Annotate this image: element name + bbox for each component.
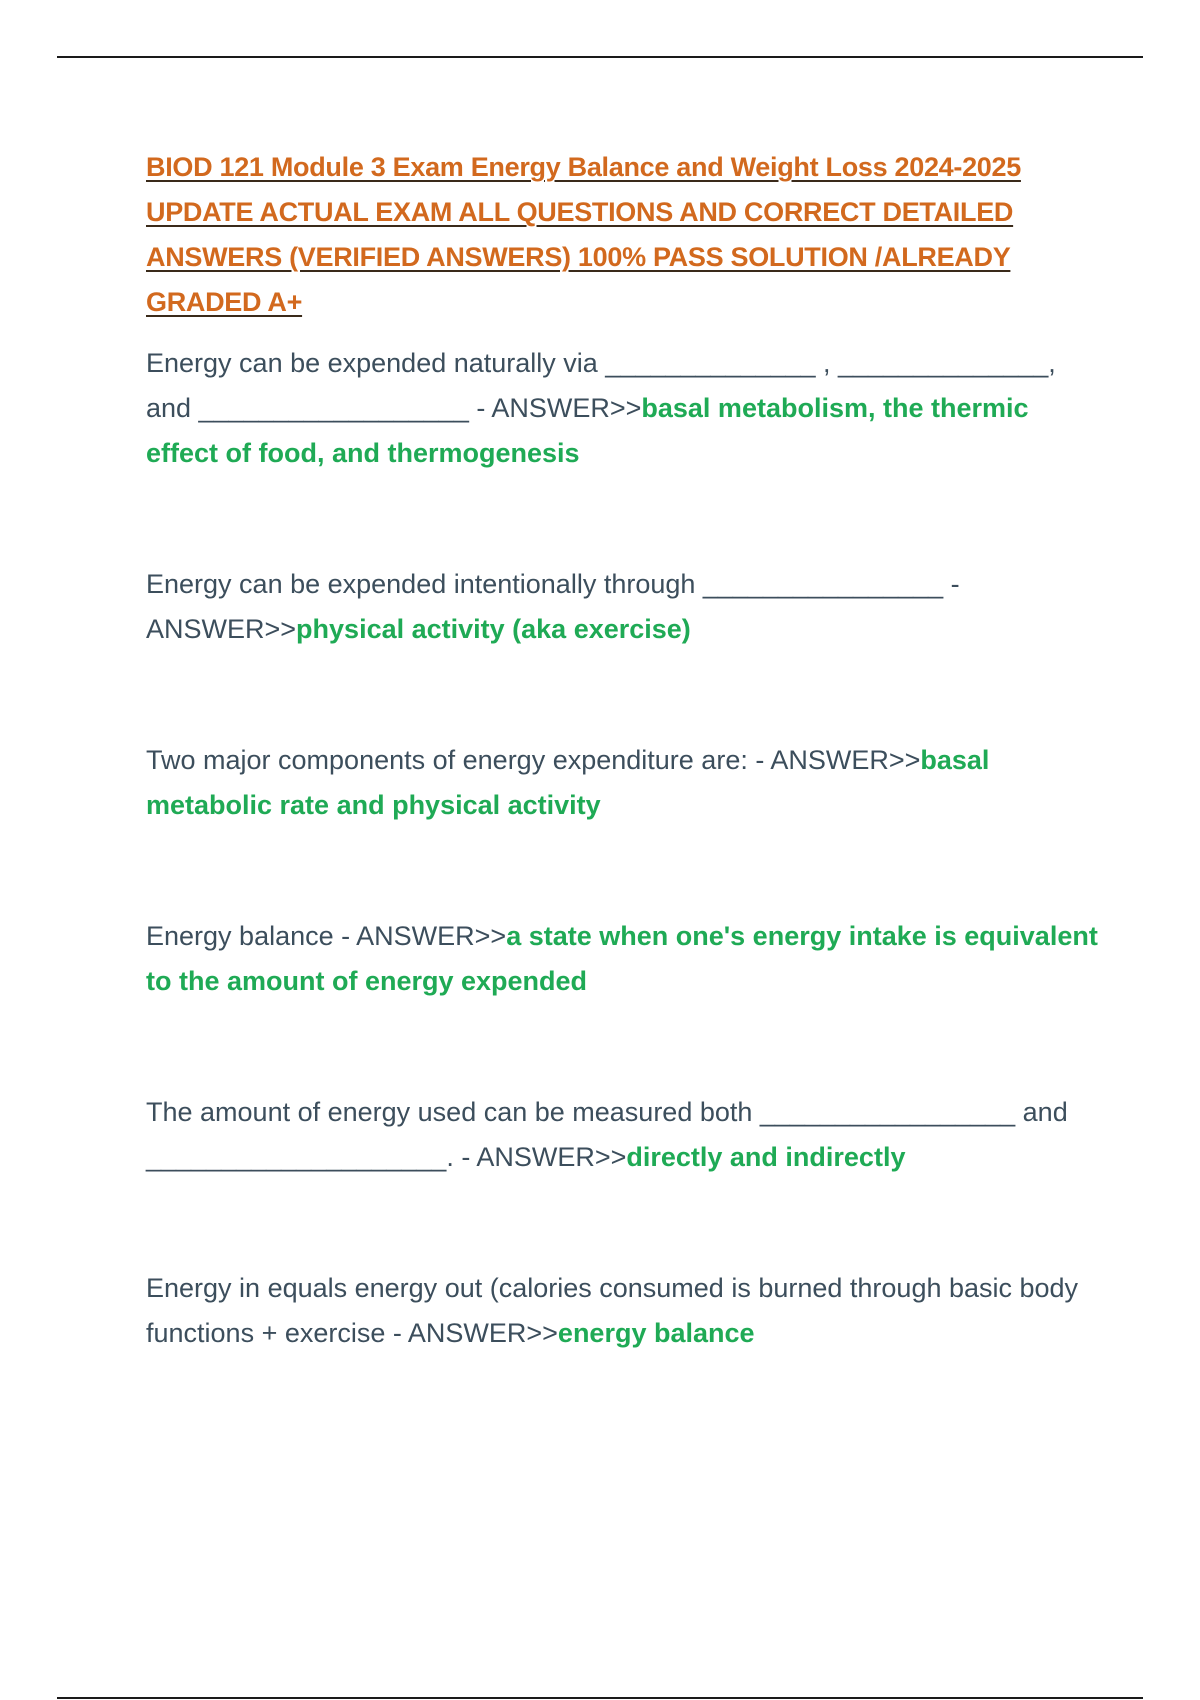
qa-item-2 <box>146 562 1101 652</box>
document-title: BIOD 121 Module 3 Exam Energy Balance and Weight Loss 2024-2025 UPDATE ACTUAL EXAM ALL QUESTIONS AND CORRECT DETAILED ANSWERS (VERIFIED ANSWERS) 100% PASS SOLUTION /ALREADY GRADED A+ <box>146 152 1021 317</box>
answer-text: energy balance <box>557 1318 755 1348</box>
top-rule <box>57 56 1143 58</box>
qa-item-1 <box>146 341 1101 476</box>
answer-text: physical activity (aka exercise) <box>296 614 691 644</box>
qa-item-5 <box>146 1090 1101 1180</box>
question-text: Energy can be expended intentionally through ________________ - ANSWER>> <box>146 569 960 644</box>
bottom-rule <box>57 1697 1143 1699</box>
answer-text: a state when one's energy intake is equivalent to the amount of energy expended <box>146 921 1098 996</box>
qa-item-4 <box>146 914 1101 1004</box>
answer-text: basal metabolic rate and physical activity <box>146 745 990 820</box>
qa-item-3 <box>146 738 1101 828</box>
question-text: Energy in equals energy out (calories consumed is burned through basic body functions + exercise - ANSWER>> <box>146 1273 1079 1348</box>
answer-text: basal metabolism, the thermic effect of food, and thermogenesis <box>146 393 1029 468</box>
question-text: Two major components of energy expenditure are: - ANSWER>> <box>146 745 921 775</box>
question-text: The amount of energy used can be measured both _________________ and ____________________. - ANSWER>> <box>146 1097 1068 1172</box>
document-body <box>146 145 1101 1356</box>
qa-item-6 <box>146 1266 1101 1356</box>
answer-text: directly and indirectly <box>626 1142 906 1172</box>
question-text: Energy can be expended naturally via ______________ , ______________, and __________________ - ANSWER>> <box>146 348 1056 423</box>
question-text: Energy balance - ANSWER>> <box>146 921 507 951</box>
